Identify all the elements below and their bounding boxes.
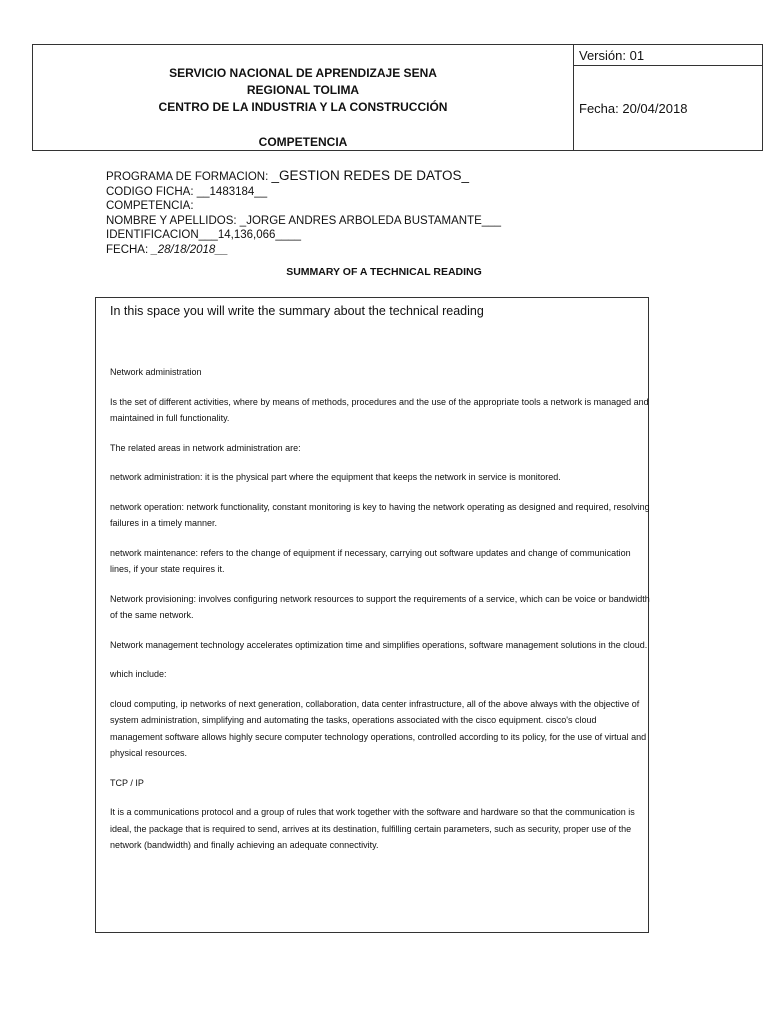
summary-title: SUMMARY OF A TECHNICAL READING [286, 266, 482, 278]
summary-content [110, 364, 650, 867]
header-horizontal-divider [573, 65, 762, 66]
field-codigo-ficha [106, 185, 501, 200]
student-info-fields [106, 169, 501, 257]
summary-paragraph: cloud computing, ip networks of next generation, collaboration, data center infrastructure, all of the above always with the objective of system administration, simplifying and automating the tasks, operations associated with the cisco equipment. cisco's cloud management software allows highly secure computer technology operations, controlled according to its policy, for the use of virtual and physical resources. [110, 698, 647, 758]
header-vertical-divider [573, 45, 574, 150]
summary-paragraph: network maintenance: refers to the change of equipment if necessary, carrying out software updates and change of communication lines, if your state requires it. [110, 547, 631, 574]
identificacion-value: ___14,136,066____ [198, 229, 301, 241]
header-competencia: COMPETENCIA [258, 135, 348, 149]
summary-instruction: In this space you will write the summary about the technical reading [110, 304, 484, 318]
nombre-value: _JORGE ANDRES ARBOLEDA BUSTAMANTE___ [239, 214, 501, 227]
summary-paragraph: network administration: it is the physical part where the equipment that keeps the network in service is monitored. [110, 472, 561, 482]
org-name: SERVICIO NACIONAL DE APRENDIZAJE SENA [169, 66, 437, 80]
codigo-value: __1483184__ [196, 185, 268, 198]
codigo-label: CODIGO FICHA: [106, 185, 197, 198]
programa-label: PROGRAMA DE FORMACION: [106, 171, 272, 183]
fecha-label: FECHA: [106, 243, 152, 256]
summary-paragraph: Network administration [110, 367, 202, 377]
summary-paragraph: network operation: network functionality, constant monitoring is key to having the network operating as designed and required, resolving failures in a timely manner. [110, 501, 650, 528]
summary-paragraph: Is the set of different activities, where by means of methods, procedures and the use of the appropriate tools a network is managed and maintained in full functionality. [110, 396, 649, 423]
org-center: CENTRO DE LA INDUSTRIA Y LA CONSTRUCCIÓN [158, 100, 448, 114]
document-header [32, 44, 763, 151]
fecha-value: _28/18/2018__ [151, 243, 229, 256]
field-nombre [106, 214, 501, 229]
field-fecha [106, 243, 501, 258]
nombre-label: NOMBRE Y APELLIDOS: [106, 214, 240, 227]
identificacion-label: IDENTIFICACION [106, 229, 199, 241]
field-programa [106, 169, 501, 185]
field-identificacion [106, 228, 501, 243]
programa-value: _GESTION REDES DE DATOS_ [271, 168, 470, 183]
summary-box [95, 297, 649, 933]
summary-paragraph: TCP / IP [110, 777, 144, 788]
competencia-label: COMPETENCIA: [106, 200, 194, 212]
field-competencia [106, 199, 501, 214]
org-region: REGIONAL TOLIMA [246, 83, 360, 97]
summary-paragraph: Network provisioning: involves configuring network resources to support the requirements of a service, which can be voice or bandwidth of the same network. [110, 593, 650, 620]
summary-paragraph: It is a communications protocol and a group of rules that work together with the software and hardware so that the communication is ideal, the package that is required to send, arrives at its destination, fulfilling certain parameters, such as security, proper use of the network (bandwidth) and finally achieving an adequate connectivity. [110, 807, 635, 850]
document-version: Versión: 01 [579, 48, 645, 63]
summary-paragraph: Network management technology accelerates optimization time and simplifies operations, software management solutions in the cloud. [110, 639, 648, 650]
document-date: Fecha: 20/04/2018 [579, 101, 688, 116]
organization-block [33, 65, 573, 116]
summary-paragraph: The related areas in network administration are: [110, 442, 301, 453]
summary-paragraph: which include: [110, 669, 167, 679]
